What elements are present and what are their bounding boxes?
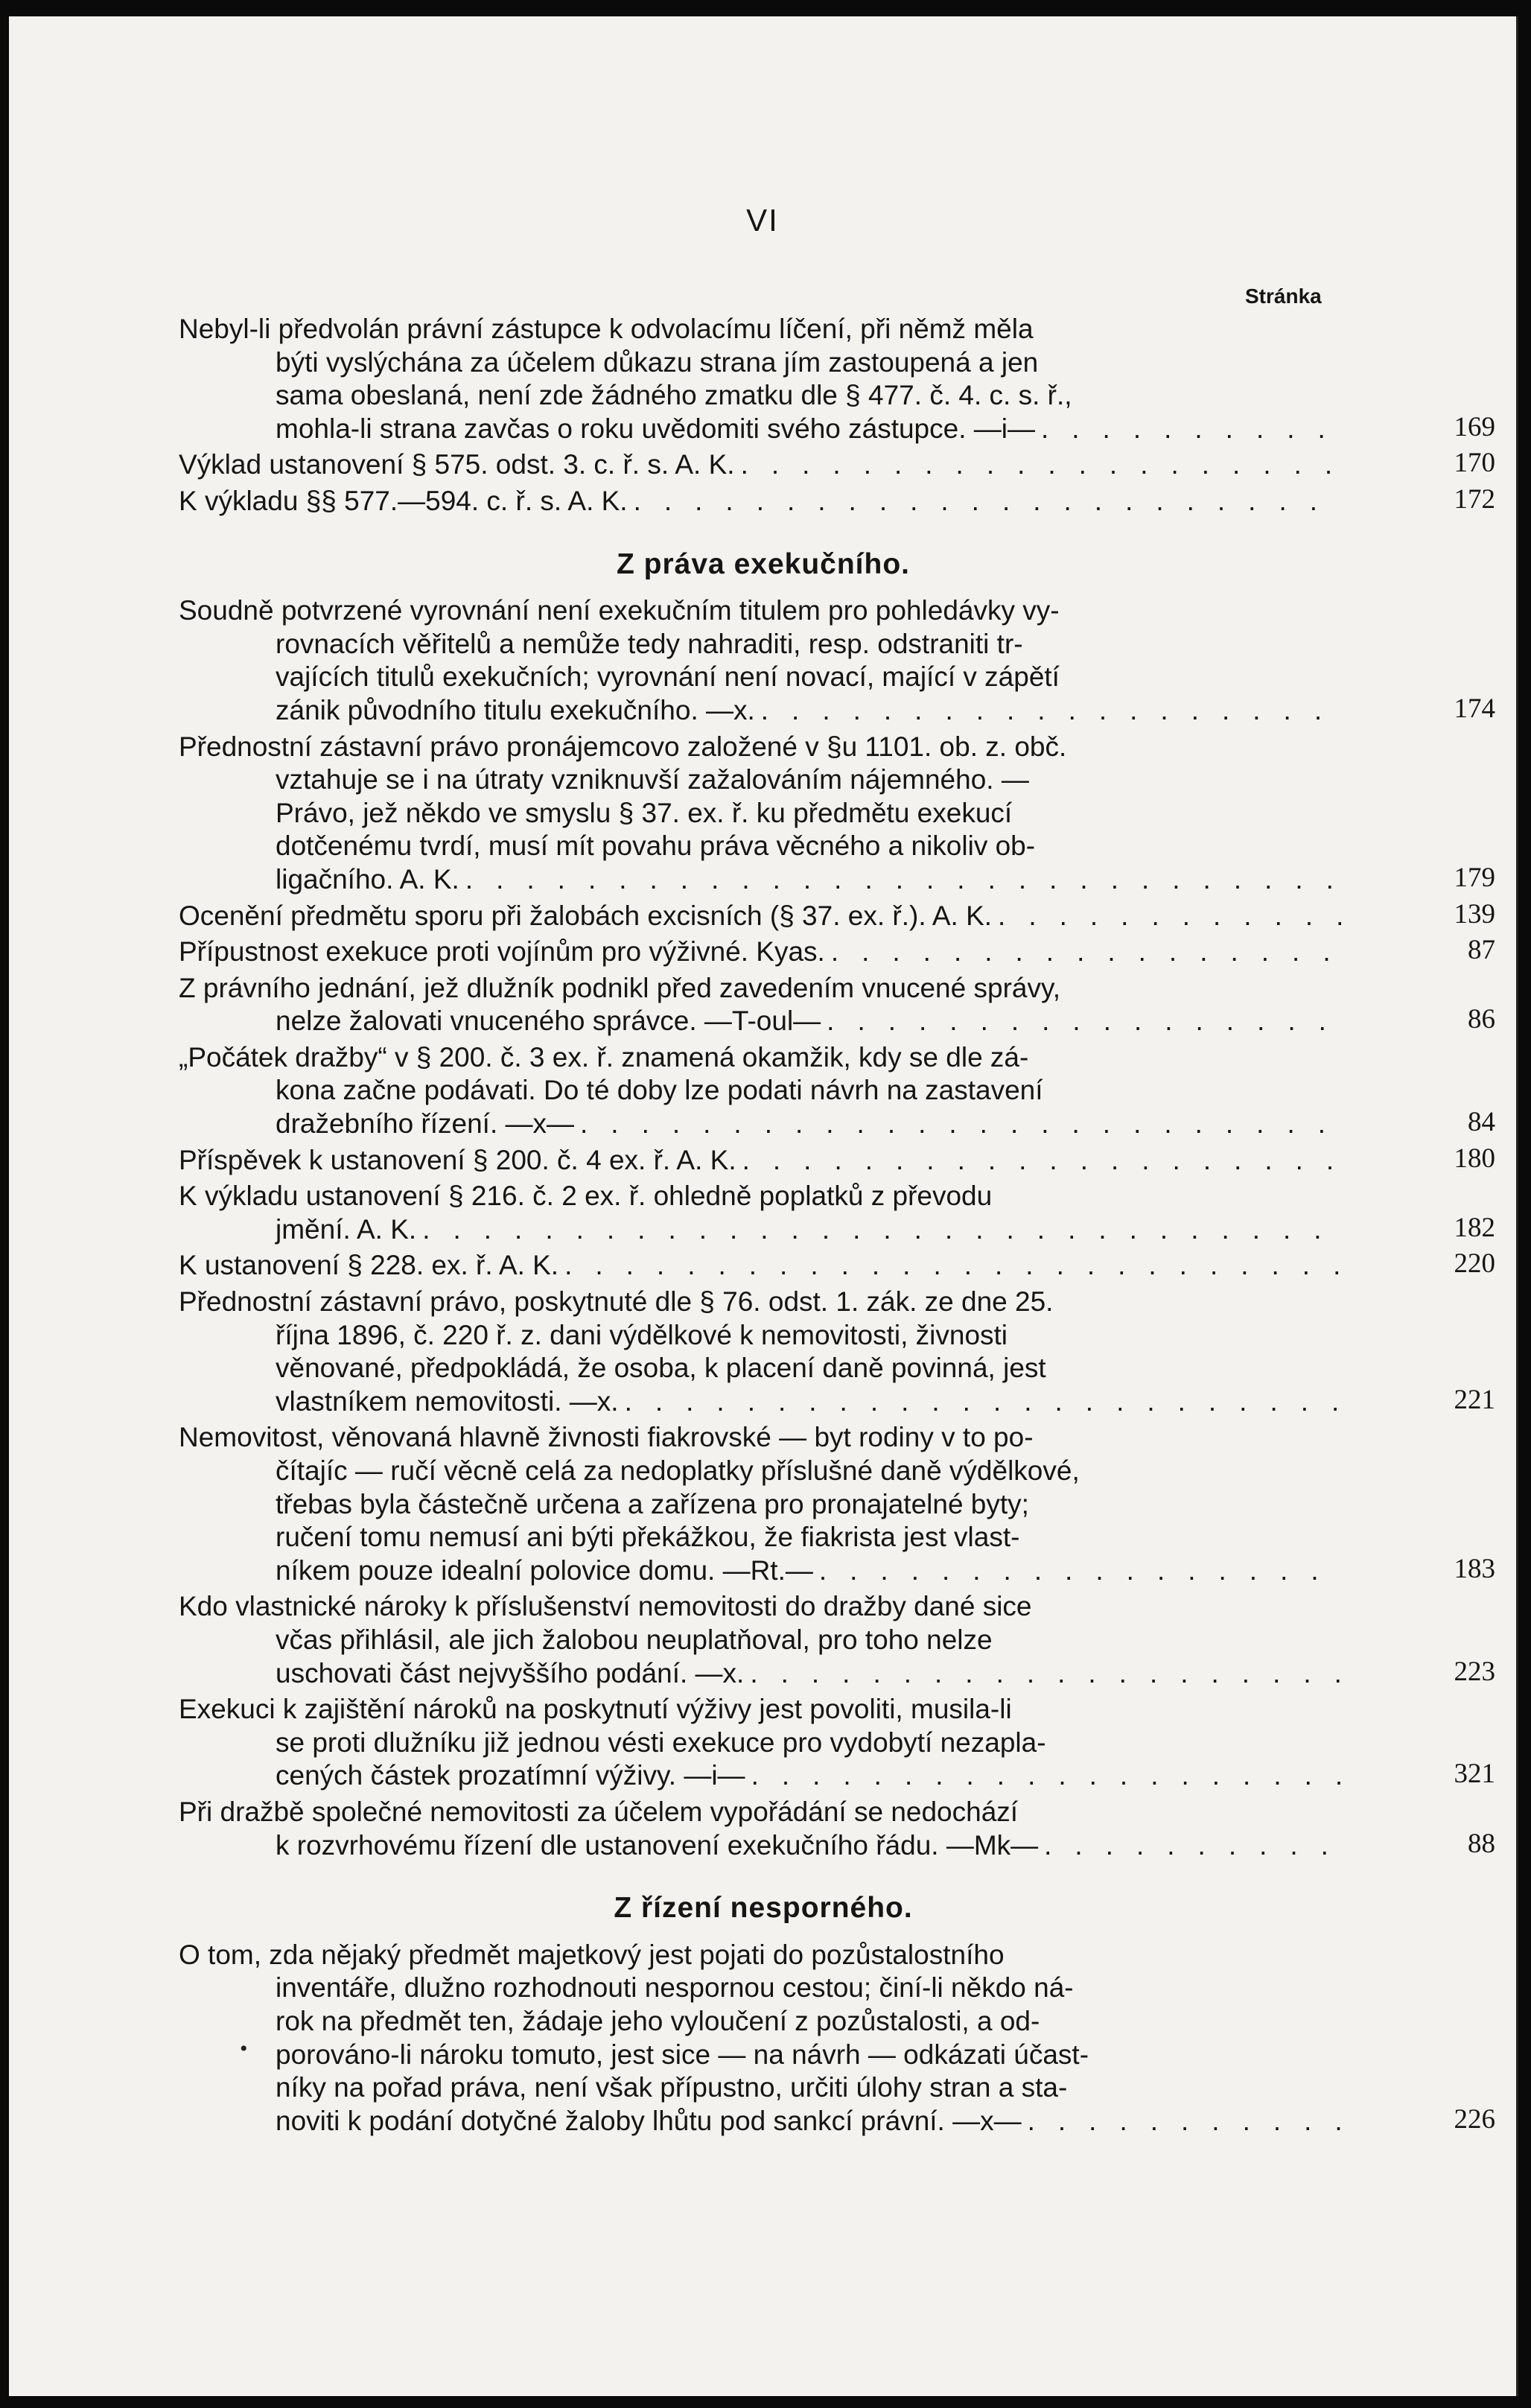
entry-line: [179, 1829, 1348, 1863]
entry-line: Nebyl-li předvolán právní zástupce k odvolacímu líčení, při němž měla: [179, 314, 1034, 344]
entry-line-text: Příspěvek k ustanovení § 200. č. 4 ex. ř. A. K.: [179, 1144, 736, 1175]
entry-page-number: 139: [1454, 898, 1495, 930]
dot-leader: [564, 1249, 1342, 1283]
section-heading-execution: Z práva exekučního.: [617, 547, 910, 580]
entry-line: vztahuje se i na útraty vzniknuvší zažalováním nájemného. —: [276, 764, 1029, 795]
entry-line: Soudně potvrzené vyrovnání není exekučním titulem pro pohledávky vy-: [179, 595, 1060, 626]
entry-page-number: 174: [1454, 693, 1495, 724]
entry-line: čítajíc — ručí věcně celá za nedoplatky příslušné daně výdělkové,: [276, 1455, 1080, 1486]
entry-line-text: K ustanovení § 228. ex. ř. A. K.: [179, 1250, 559, 1281]
index-content: [179, 313, 1495, 2141]
entry-line: Přednostní zástavní právo pronájemcovo založené v §u 1101. ob. z. obč.: [179, 731, 1067, 762]
entry-line: se proti dlužníku již jednou vésti exekuce pro vydobytí nezapla-: [276, 1726, 1046, 1758]
index-entry: [179, 448, 1495, 482]
entry-page-number: 226: [1454, 2103, 1495, 2135]
entry-line: inventáře, dlužno rozhodnouti nespornou cestou; činí-li někdo ná-: [276, 1972, 1074, 2004]
entry-line: porováno-li nároku tomuto, jest sice — na návrh — odkázati účast-: [276, 2039, 1089, 2070]
dot-leader: [580, 1108, 1342, 1141]
entry-line: dotčenému tvrdí, musí mít povahu práva věcného a nikoliv ob-: [276, 830, 1036, 862]
entry-line: ručení tomu nemusí ani býti překážkou, že fiakrista jest vlast-: [276, 1522, 1020, 1553]
entry-page-number: 179: [1454, 862, 1495, 893]
index-entry: [179, 483, 1495, 518]
entry-line: [179, 1385, 1348, 1419]
entry-page-number: 220: [1454, 1248, 1495, 1280]
index-entry: [179, 1693, 1495, 1793]
entry-line: býti vyslýchána za účelem důkazu strana jím zastoupená a jen: [276, 346, 1039, 378]
index-entry: [179, 313, 1495, 445]
dot-leader: [741, 448, 1342, 482]
dot-leader: [1041, 413, 1342, 446]
entry-line-text: zánik původního titulu exekučního. —x.: [276, 694, 755, 725]
index-entry: [179, 972, 1495, 1038]
entry-line-text: uschovati část nejvyššího podání. —x.: [276, 1657, 745, 1689]
entry-page-number: 84: [1468, 1107, 1495, 1138]
entry-line-text: vlastníkem nemovitosti. —x.: [276, 1385, 619, 1417]
entry-line: rovnacích věřitelů a nemůže tedy nahraditi, resp. odstraniti tr-: [276, 628, 1023, 659]
entry-line: „Počátek dražby“ v § 200. č. 3 ex. ř. znamená okamžik, kdy se dle zá-: [179, 1041, 1029, 1073]
entry-line: [179, 1554, 1348, 1588]
dot-leader: [998, 900, 1342, 933]
dot-leader: [1028, 2105, 1342, 2138]
dot-leader: [422, 1213, 1342, 1247]
entry-line-text: cených částek prozatímní výživy. —i—: [276, 1760, 745, 1791]
entry-page-number: 169: [1454, 411, 1495, 442]
section-civil-procedure: [179, 313, 1495, 518]
dot-leader: [819, 1554, 1342, 1588]
entry-page-number: 182: [1454, 1212, 1495, 1243]
entry-line-text: Ocenění předmětu sporu při žalobách excisních (§ 37. ex. ř.). A. K.: [179, 900, 993, 931]
entry-line: včas přihlásil, ale jich žalobou neuplatňoval, pro toho nelze: [276, 1624, 993, 1655]
entry-line: třebas byla částečně určena a zařízena pro pronajatelné byty;: [276, 1488, 1029, 1519]
page-column-label: Stránka: [1245, 285, 1322, 308]
entry-page-number: 321: [1454, 1759, 1495, 1790]
entry-line: [179, 1657, 1348, 1691]
entry-line-text: Výklad ustanovení § 575. odst. 3. c. ř. s. A. K.: [179, 449, 735, 480]
entry-line: Nemovitost, věnovaná hlavně živnosti fiakrovské — byt rodiny v to po-: [179, 1422, 1034, 1453]
index-entry: [179, 1248, 1495, 1283]
dot-leader: [742, 1144, 1342, 1178]
index-entry: [179, 898, 1495, 933]
entry-line: [179, 1144, 1348, 1178]
entry-line: [179, 935, 1348, 969]
dot-leader: [1044, 1829, 1342, 1863]
index-entry: [179, 1143, 1495, 1178]
dot-leader: [827, 1005, 1342, 1038]
entry-line-text: nelze žalovati vnuceného správce. —T-oul—: [276, 1006, 821, 1037]
index-entry: [179, 935, 1495, 969]
entry-page-number: 86: [1468, 1004, 1495, 1035]
entry-line-text: mohla-li strana zavčas o roku uvědomiti svého zástupce. —i—: [276, 413, 1035, 444]
dot-leader: [634, 485, 1342, 518]
page-folio: VI: [746, 203, 779, 238]
entry-line: vajících titulů exekučních; vyrovnání není novací, mající v zápětí: [276, 661, 1060, 693]
index-entry: [179, 1796, 1495, 1862]
entry-page-number: 221: [1454, 1384, 1495, 1415]
entry-line: níky na pořad práva, není však přípustno, určiti úlohy stran a sta-: [276, 2072, 1068, 2103]
entry-line: K výkladu ustanovení § 216. č. 2 ex. ř. ohledně poplatků z převodu: [179, 1181, 993, 1212]
entry-line-text: noviti k podání dotyčné žaloby lhůtu pod sankcí právní. —x—: [276, 2105, 1022, 2136]
entry-line: Právo, jež někdo ve smyslu § 37. ex. ř. ku předmětu exekucí: [276, 797, 1013, 828]
dot-leader: [750, 1657, 1342, 1691]
entry-line: [179, 900, 1348, 933]
entry-line: O tom, zda nějaký předmět majetkový jest pojati do pozůstalostního: [179, 1939, 1005, 1970]
entry-line-text: k rozvrhovému řízení dle ustanovení exekučního řádu. —Mk—: [276, 1829, 1039, 1861]
entry-line: [179, 863, 1348, 897]
entry-line: Exekuci k zajištění nároků na poskytnutí výživy jest povoliti, musila-li: [179, 1694, 1012, 1725]
entry-line: [179, 485, 1348, 518]
entry-line: sama obeslaná, není zde žádného zmatku dle § 477. č. 4. c. s. ř.,: [276, 380, 1072, 411]
dot-leader: [625, 1385, 1342, 1419]
entry-page-number: 223: [1454, 1656, 1495, 1687]
section-execution-law: [179, 594, 1495, 1862]
dot-leader: [751, 1759, 1342, 1793]
entry-line: Z právního jednání, jež dlužník podnikl před zavedením vnucené správy,: [179, 972, 1060, 1003]
entry-line: [179, 1249, 1348, 1283]
entry-line: [179, 448, 1348, 482]
index-entry: [179, 731, 1495, 897]
entry-line: [179, 413, 1348, 446]
entry-line-text: ligačního. A. K.: [276, 863, 459, 895]
entry-line: [179, 2105, 1348, 2138]
entry-line: [179, 694, 1348, 728]
entry-page-number: 180: [1454, 1143, 1495, 1174]
section-noncontentious-proceedings: [179, 1939, 1495, 2138]
entry-line: kona začne podávati. Do té doby lze podati návrh na zastavení: [276, 1075, 1043, 1106]
index-entry: [179, 1590, 1495, 1690]
entry-line-text: K výkladu §§ 577.—594. c. ř. s. A. K.: [179, 485, 628, 516]
dot-leader: [761, 694, 1342, 728]
index-entry: [179, 594, 1495, 727]
section-heading-noncontentious: Z řízení nesporného.: [614, 1892, 913, 1925]
index-entry: [179, 1286, 1495, 1418]
index-entry: [179, 1041, 1495, 1141]
dot-leader: [831, 935, 1342, 969]
entry-page-number: 170: [1454, 448, 1495, 479]
entry-line: Kdo vlastnické nároky k příslušenství nemovitosti do dražby dané sice: [179, 1591, 1032, 1622]
entry-line-text: jmění. A. K.: [276, 1213, 417, 1245]
dot-leader: [465, 863, 1342, 897]
entry-page-number: 172: [1454, 483, 1495, 515]
entry-line-text: níkem pouze idealní polovice domu. —Rt.—: [276, 1554, 813, 1586]
entry-line: října 1896, č. 220 ř. z. dani výdělkové k nemovitosti, živnosti: [276, 1319, 1008, 1350]
index-entry: [179, 1939, 1495, 2138]
margin-dot-mark: •: [240, 2036, 248, 2061]
entry-line: rok na předmět ten, žádaje jeho vyloučení z pozůstalosti, a od-: [276, 2005, 1040, 2036]
entry-page-number: 183: [1454, 1553, 1495, 1584]
entry-line: [179, 1108, 1348, 1141]
index-entry: [179, 1421, 1495, 1587]
entry-page-number: 87: [1468, 935, 1495, 966]
entry-line: [179, 1005, 1348, 1038]
entry-line: Při dražbě společné nemovitosti za účelem vypořádání se nedochází: [179, 1796, 1019, 1827]
entry-line-text: dražebního řízení. —x—: [276, 1108, 575, 1140]
entry-page-number: 88: [1468, 1828, 1495, 1859]
index-entry: [179, 1180, 1495, 1246]
entry-line: Přednostní zástavní právo, poskytnuté dle § 76. odst. 1. zák. ze dne 25.: [179, 1286, 1054, 1318]
entry-line-text: Přípustnost exekuce proti vojínům pro výživné. Kyas.: [179, 936, 825, 968]
entry-line: [179, 1213, 1348, 1247]
document-page: [9, 16, 1518, 2396]
entry-line: [179, 1759, 1348, 1793]
entry-line: věnované, předpokládá, že osoba, k placení daně povinná, jest: [276, 1353, 1046, 1384]
